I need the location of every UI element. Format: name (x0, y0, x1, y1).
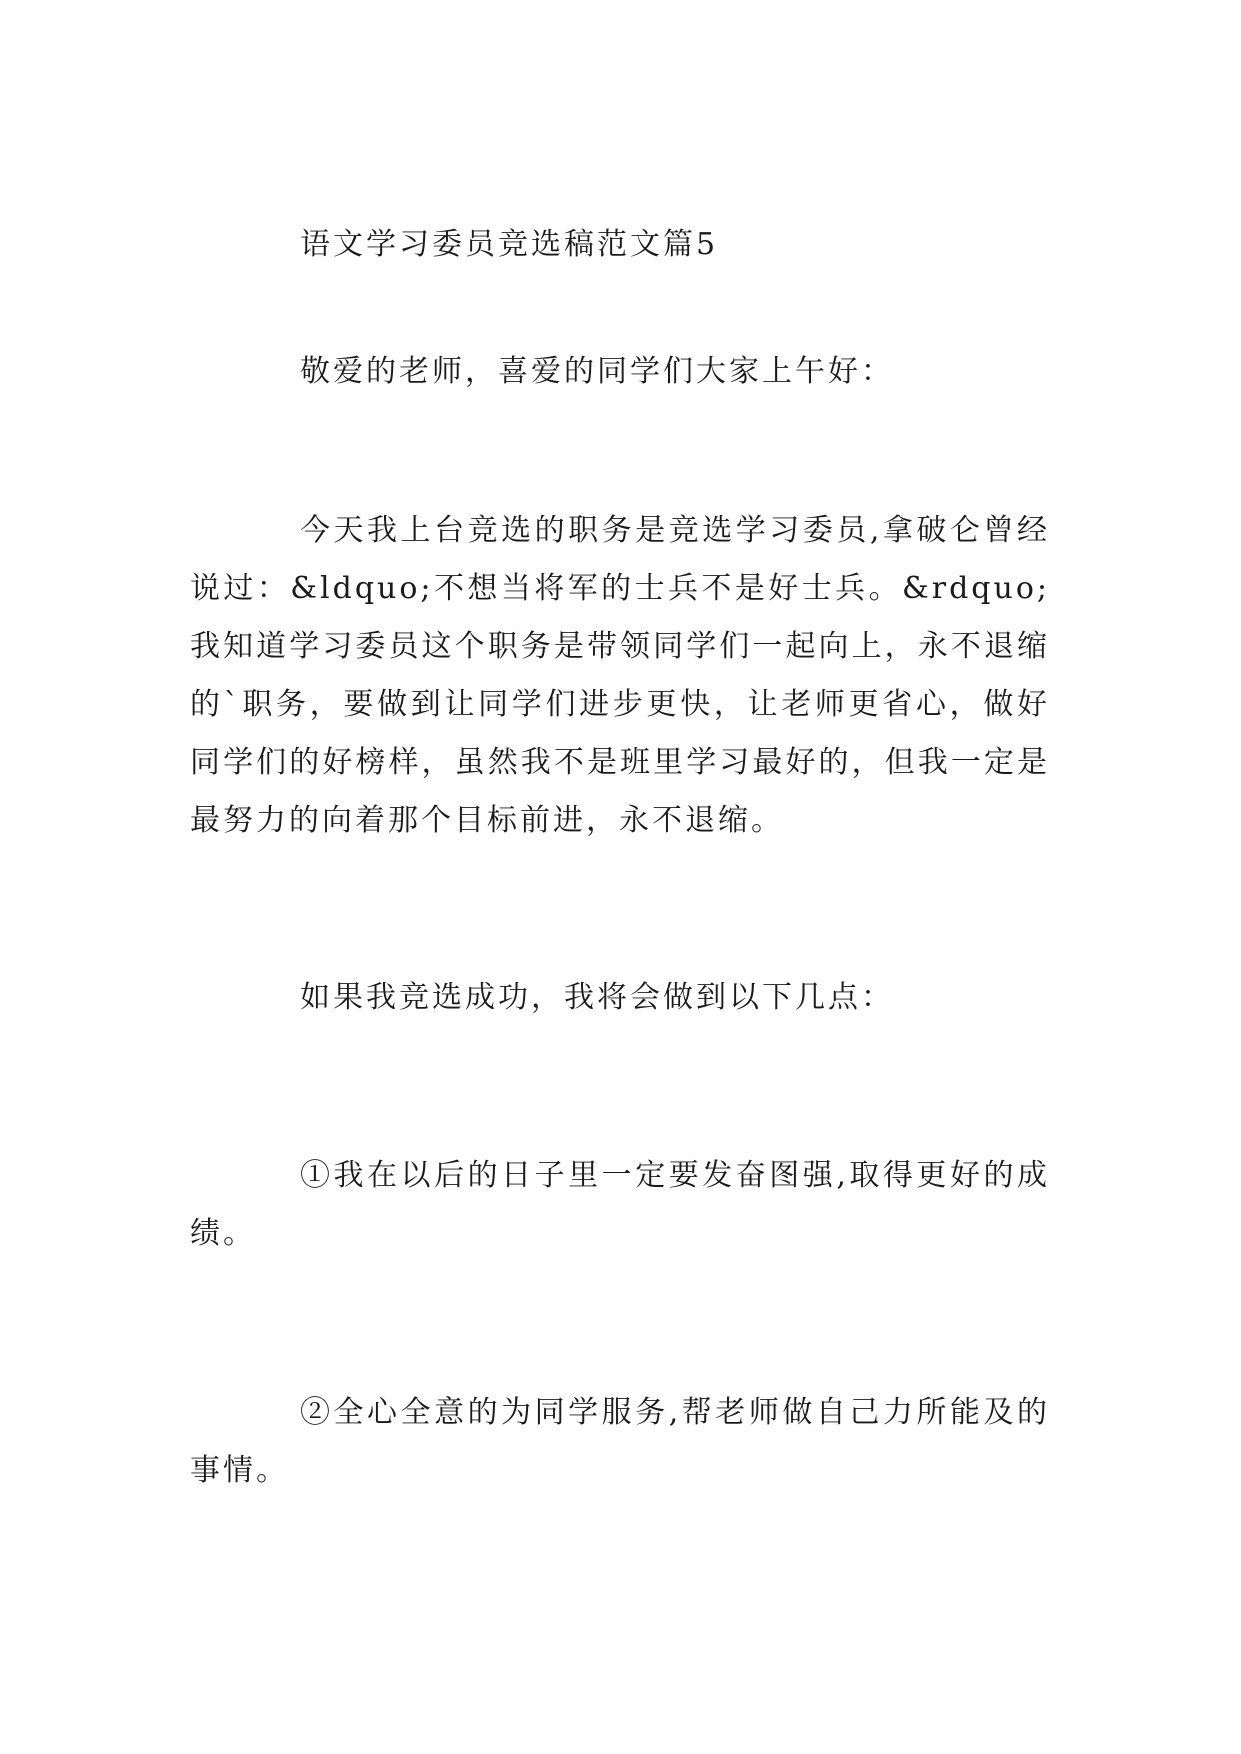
plan-item-1: ①我在以后的日子里一定要发奋图强,取得更好的成绩。 (190, 1158, 1050, 1251)
intro-paragraph: 今天我上台竞选的职务是竞选学习委员,拿破仑曾经说过：&ldquo;不想当将军的士兵不是好士兵。&rdquo;我知道学习委员这个职务是带领同学们一起向上，永不退缩的`职务，要做到让同学们进步更快，让老师更省心，做好同学们的好榜样，虽然我不是班里学习最好的，但我一定是最努力的向着那个目标前进，永不退缩。 (190, 513, 1050, 838)
plan-intro-paragraph: 如果我竞选成功，我将会做到以下几点： (300, 980, 894, 1015)
plan-item-2: ②全心全意的为同学服务,帮老师做自己力所能及的事情。 (190, 1395, 1050, 1488)
greeting-paragraph: 敬爱的老师，喜爱的同学们大家上午好： (300, 354, 894, 389)
document-title: 语文学习委员竞选稿范文篇5 (300, 227, 719, 262)
